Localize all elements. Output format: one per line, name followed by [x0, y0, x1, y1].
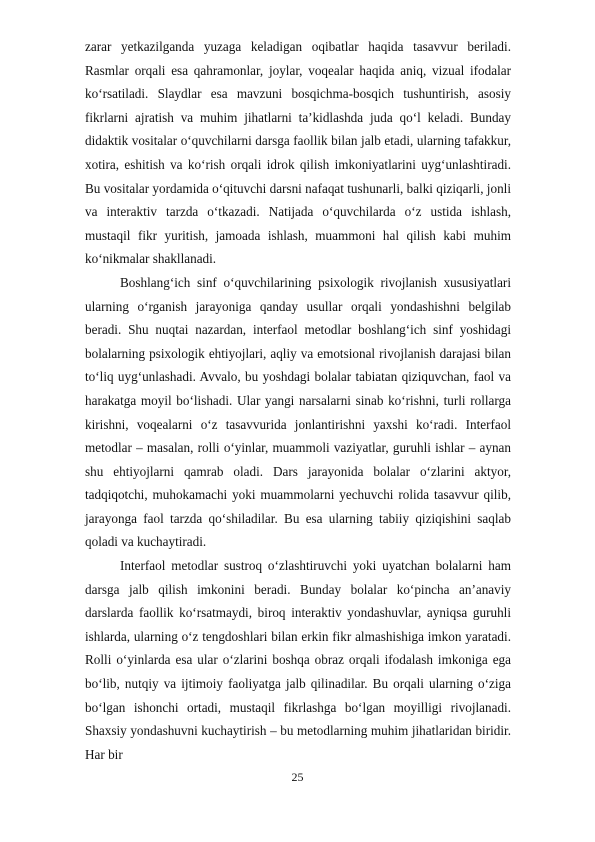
paragraph-2: Boshlang‘ich sinf o‘quvchilarining psixologik rivojlanish xususiyatlari ularning o‘rganish jarayoniga qanday usullar orqali yondashishni belgilab beradi. Shu nuqtai nazardan, interfaol metodlar boshlang‘ich sinf yoshidagi bolalarning psixologik ehtiyojlari, aqliy va emotsional rivojlanish darajasi bilan to‘liq uyg‘unlashadi. Avvalo, bu yoshdagi bolalar tabiatan qiziquvchan, faol va harakatga moyil bo‘lishadi. Ular yangi narsalarni sinab ko‘rishni, turli rollarga kirishni, voqealarni o‘z tasavvurida jonlantirishni yaxshi ko‘radi. Interfaol metodlar – masalan, rolli o‘yinlar, muammoli vaziyatlar, guruhli ishlar – aynan shu ehtiyojlarni qamrab oladi. Dars jarayonida bolalar o‘zlarini aktyor, tadqiqotchi, muhokamachi yoki muammolarni yechuvchi rolida tasavvur qilib, jarayonga faol tarzda qo‘shiladilar. Bu esa ularning tabiiy qiziqishini saqlab qoladi va kuchaytiradi.	[85, 274, 511, 550]
page-number: 25	[291, 770, 304, 784]
paragraph-1: zarar yetkazilganda yuzaga keladigan oqibatlar haqida tasavvur beriladi. Rasmlar orqali esa qahramonlar, joylar, voqealar haqida aniq, vizual ifodalar ko‘rsatiladi. Slaydlar esa mavzuni bosqichma-bosqich tushuntirish, asosiy fikrlarni ajratish va muhim jihatlarni ta’kidlashda juda qo‘l keladi. Bunday didaktik vositalar o‘quvchilarni darsga faollik bilan jalb etadi, ularning tafakkur, xotira, eshitish va ko‘rish orqali idrok qilish imkoniyatlarini uyg‘unlashtiradi. Bu vositalar yordamida o‘qituvchi darsni nafaqat tushunarli, balki qiziqarli, jonli va interaktiv tarzda o‘tkazadi. Natijada o‘quvchilarda o‘z ustida ishlash, mustaqil fikr yuritish, jamoada ishlash, muammoni hal qilish kabi muhim ko‘nikmalar shakllanadi.	[85, 39, 511, 267]
paragraph-3: Interfaol metodlar sustroq o‘zlashtiruvchi yoki uyatchan bolalarni ham darsga jalb qilish imkonini beradi. Bunday bolalar ko‘pincha an’anaviy darslarda faollik ko‘rsatmaydi, biroq interaktiv yondashuvlar, ayniqsa guruhli ishlarda, ularning o‘z tengdoshlari bilan erkin fikr almashishiga imkon yaratadi. Rolli o‘yinlarda esa ular o‘zlarini boshqa obraz orqali ifodalash imkoniga ega bo‘lib, nutqiy va ijtimoiy faoliyatga jalb qilinadilar. Bu orqali ularning o‘ziga bo‘lgan ishonchi ortadi, mustaqil fikrlashga bo‘lgan moyilligi rivojlanadi. Shaxsiy yondashuvni kuchaytirish – bu metodlarning muhim jihatlaridan biridir. Har bir	[85, 558, 511, 762]
body-text	[85, 35, 511, 766]
